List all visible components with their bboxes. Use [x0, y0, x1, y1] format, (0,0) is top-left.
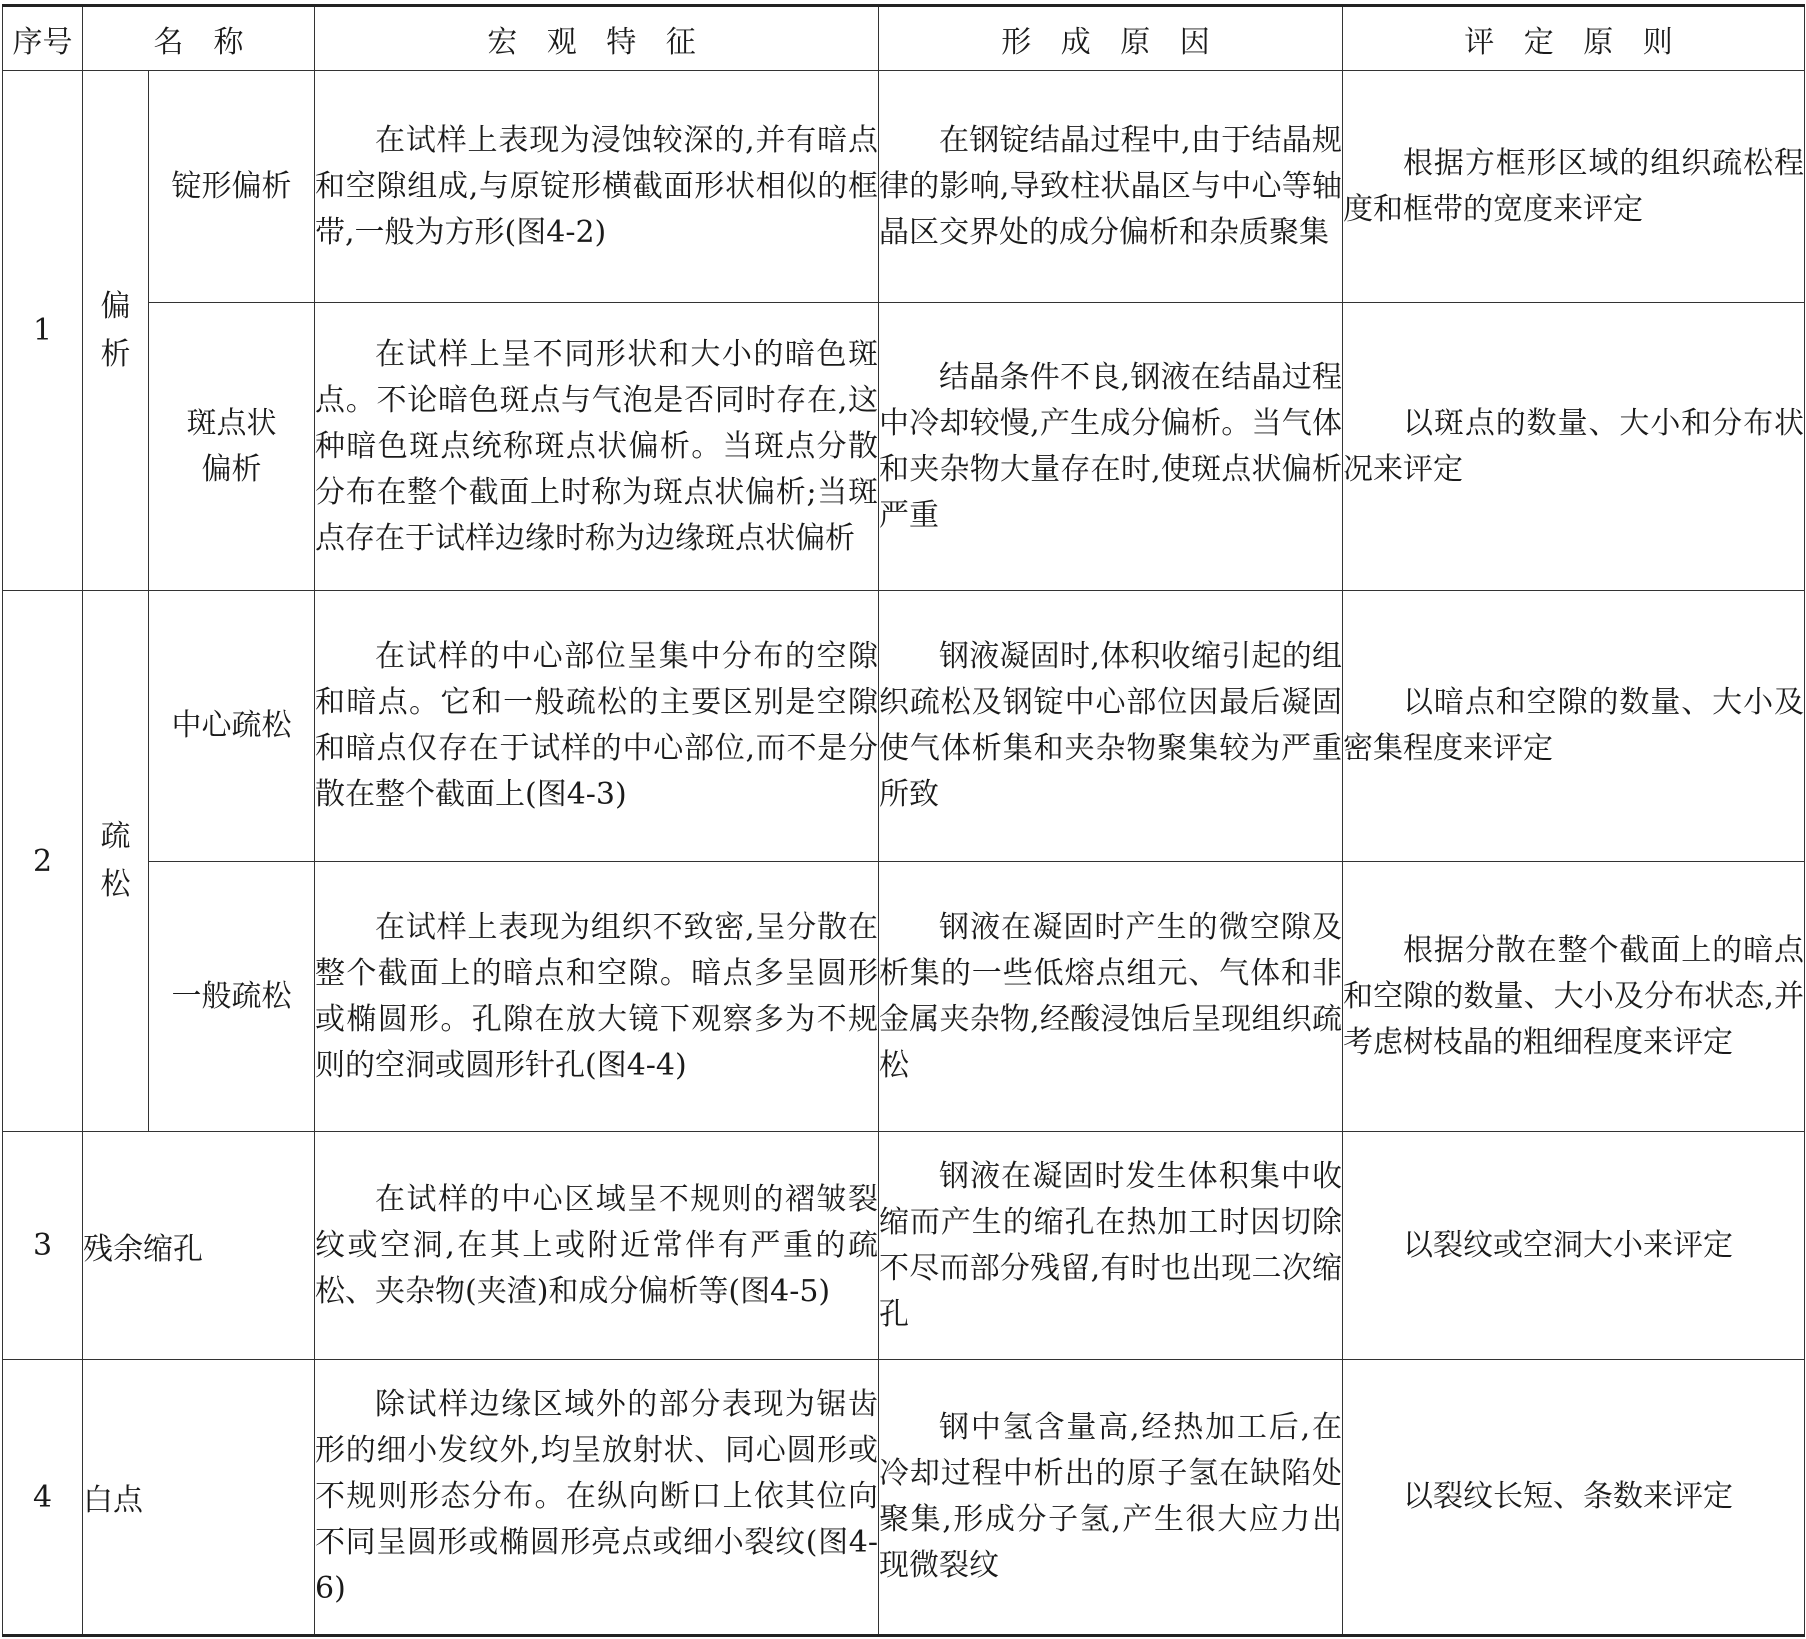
criteria-cell: 以裂纹长短、条数来评定: [1343, 1360, 1805, 1636]
row-index: 1: [3, 71, 83, 591]
cause-cell: 在钢锭结晶过程中,由于结晶规律的影响,导致柱状晶区与中心等轴晶区交界处的成分偏析和杂质聚集: [879, 71, 1343, 303]
defect-name: 残余缩孔: [83, 1132, 315, 1360]
criteria-cell: 根据分散在整个截面上的暗点和空隙的数量、大小及分布状态,并考虑树枝晶的粗细程度来评定: [1343, 861, 1805, 1132]
defect-name: 斑点状 偏析: [149, 303, 315, 591]
header-row: [3, 6, 1805, 71]
defect-name: 白点: [83, 1360, 315, 1636]
table-row: [3, 1360, 1805, 1636]
features-cell: 在试样上呈不同形状和大小的暗色斑点。不论暗色斑点与气泡是否同时存在,这种暗色斑点统称斑点状偏析。当斑点分散分布在整个截面上时称为斑点状偏析;当斑点存在于试样边缘时称为边缘斑点状偏析: [315, 303, 879, 591]
criteria-cell: 以暗点和空隙的数量、大小及密集程度来评定: [1343, 591, 1805, 862]
criteria-cell: 以裂纹或空洞大小来评定: [1343, 1132, 1805, 1360]
cause-cell: 钢液在凝固时发生体积集中收缩而产生的缩孔在热加工时因切除不尽而部分残留,有时也出现二次缩孔: [879, 1132, 1343, 1360]
header-index: 序号: [3, 6, 83, 71]
row-index: 3: [3, 1132, 83, 1360]
header-features: 宏 观 特 征: [315, 6, 879, 71]
header-name: 名 称: [83, 6, 315, 71]
row-index: 2: [3, 591, 83, 1132]
header-criteria: 评 定 原 则: [1343, 6, 1805, 71]
defect-name: 一般疏松: [149, 861, 315, 1132]
features-cell: 在试样的中心区域呈不规则的褶皱裂纹或空洞,在其上或附近常伴有严重的疏松、夹杂物(夹渣)和成分偏析等(图4-5): [315, 1132, 879, 1360]
category-label: 疏 松: [83, 591, 149, 1132]
table-row: [3, 591, 1805, 862]
header-cause: 形 成 原 因: [879, 6, 1343, 71]
defect-table: [2, 4, 1805, 1637]
features-cell: 在试样上表现为组织不致密,呈分散在整个截面上的暗点和空隙。暗点多呈圆形或椭圆形。孔隙在放大镜下观察多为不规则的空洞或圆形针孔(图4-4): [315, 861, 879, 1132]
criteria-cell: 根据方框形区域的组织疏松程度和框带的宽度来评定: [1343, 71, 1805, 303]
defect-name: 中心疏松: [149, 591, 315, 862]
defect-name: 锭形偏析: [149, 71, 315, 303]
cause-cell: 钢液凝固时,体积收缩引起的组织疏松及钢锭中心部位因最后凝固使气体析集和夹杂物聚集较为严重所致: [879, 591, 1343, 862]
features-cell: 在试样上表现为浸蚀较深的,并有暗点和空隙组成,与原锭形横截面形状相似的框带,一般为方形(图4-2): [315, 71, 879, 303]
features-cell: 在试样的中心部位呈集中分布的空隙和暗点。它和一般疏松的主要区别是空隙和暗点仅存在于试样的中心部位,而不是分散在整个截面上(图4-3): [315, 591, 879, 862]
table-row: [3, 1132, 1805, 1360]
table-row: [3, 861, 1805, 1132]
features-cell: 除试样边缘区域外的部分表现为锯齿形的细小发纹外,均呈放射状、同心圆形或不规则形态分布。在纵向断口上依其位向不同呈圆形或椭圆形亮点或细小裂纹(图4-6): [315, 1360, 879, 1636]
cause-cell: 结晶条件不良,钢液在结晶过程中冷却较慢,产生成分偏析。当气体和夹杂物大量存在时,使斑点状偏析严重: [879, 303, 1343, 591]
cause-cell: 钢中氢含量高,经热加工后,在冷却过程中析出的原子氢在缺陷处聚集,形成分子氢,产生很大应力出现微裂纹: [879, 1360, 1343, 1636]
criteria-cell: 以斑点的数量、大小和分布状况来评定: [1343, 303, 1805, 591]
row-index: 4: [3, 1360, 83, 1636]
cause-cell: 钢液在凝固时产生的微空隙及析集的一些低熔点组元、气体和非金属夹杂物,经酸浸蚀后呈现组织疏松: [879, 861, 1343, 1132]
category-label: 偏 析: [83, 71, 149, 591]
table-row: [3, 303, 1805, 591]
table-row: [3, 71, 1805, 303]
